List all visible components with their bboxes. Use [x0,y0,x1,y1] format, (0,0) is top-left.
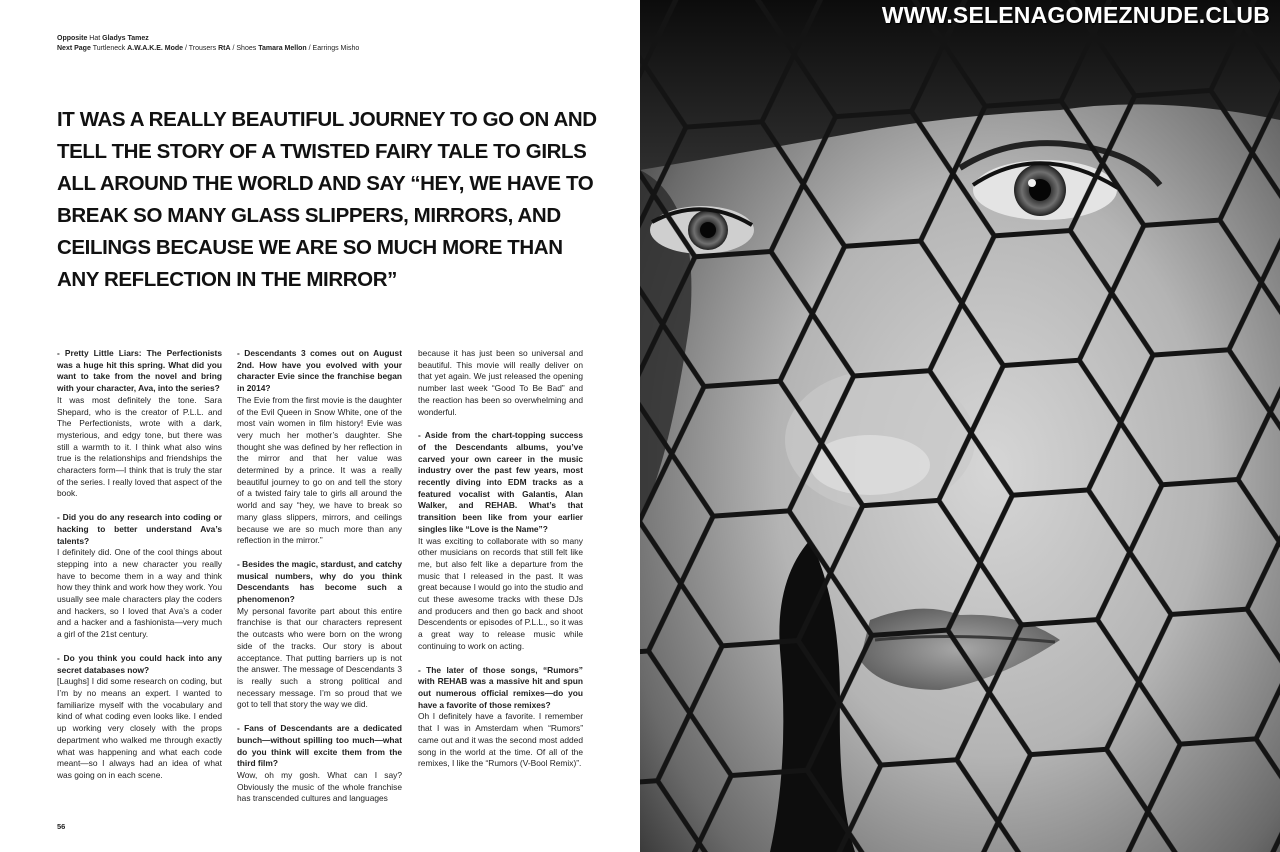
credits-text: / Trousers [185,45,217,52]
answer: I definitely did. One of the cool things about stepping into a new character you really have to become them in a way and think how they think and work how they work. You usually see male characters play the coders and hackers, so I loved that Ava’s a coder and a hacker and a fashionista—very much a girl of the 21st century. [57,547,222,640]
article-column-3 [418,348,583,782]
credits-text: Turtleneck [92,45,126,52]
question: - Do you think you could hack into any secret databases now? [57,652,222,675]
credits-label-next-page: Next Page [57,45,91,52]
qa-block [237,559,402,711]
answer: It was exciting to collaborate with so many other musicians on records that still felt like me, but also felt like a departure from the music that I released in the past. It was great because I would go into the studio and cut these awesome tracks with these DJs and producers and then go back and shoot Descendents or episodes of P.L.L., so it was a great way to release music while continuing to work on acting. [418,535,583,651]
credits-brand: Gladys Tamez [102,35,149,42]
credits-line-2 [57,44,359,54]
answer: [Laughs] I did some research on coding, but I’m by no means an expert. I wanted to familiarize myself with the vocabulary and kind of what coding even looks like. I ended up working very closely with the props department who walked me through exactly what was happening and what each code meant—so I always had an idea of what was going on in each scene. [57,676,222,780]
question: - Besides the magic, stardust, and catchy musical numbers, why do you think Descendants has become such a phenomenon? [237,558,402,605]
qa-block [418,665,583,770]
credits-brand: Tamara Mellon [258,45,307,52]
credits-text: Hat [89,35,101,42]
watermark: WWW.SELENAGOMEZNUDE.CLUB [881,2,1270,28]
answer: My personal favorite part about this entire franchise is that our characters represent the outcasts who were born on the wrong side of the tracks. Our story is about acceptance. That putting barriers up is not the answer. The message of Descendants 3 is really such a strong political and necessary message. I’m so proud that we got to tell that story the way we did. [237,605,402,710]
credits-brand: RtA [218,45,231,52]
portrait-image [640,0,1280,852]
qa-block [57,348,222,500]
credits-text: / Earrings Misho [308,45,360,52]
page-number: 56 [57,822,66,831]
article-column-2 [237,348,402,817]
qa-block [57,653,222,782]
qa-block [418,348,583,418]
question: - The later of those songs, “Rumors” with REHAB was a massive hit and spun out numerous official remixes—do you have a favorite of those remixes? [418,664,583,710]
question: - Did you do any research into coding or hacking to better understand Ava’s talents? [57,512,222,546]
answer: Oh I definitely have a favorite. I remember that I was in Amsterdam when “Rumors” came out and it was the second most added song in the world at the time. Of all of the remixes, I like the “Rumors (V-Bool Remix)”. [418,711,583,769]
answer-continued: because it has just been so universal and beautiful. This movie will really deliver on that yet again. We just released the opening number last week “Good To Be Bad” and the reaction has been so overwhelming and wonderful. [418,348,583,417]
article-column-1 [57,348,222,794]
credits-line-1 [57,34,359,44]
answer: Wow, oh my gosh. What can I say? Obviously the music of the whole franchise has transcended cultures and languages [237,769,402,804]
fashion-credits [57,34,359,54]
qa-block [237,723,402,805]
qa-block [57,512,222,641]
question: - Fans of Descendants are a dedicated bunch—without spilling too much—what do you think will excite them from the third film? [237,723,402,769]
credits-label-opposite: Opposite [57,35,88,42]
credits-brand: A.W.A.K.E. Mode [127,45,184,52]
question: - Pretty Little Liars: The Perfectionists was a huge hit this spring. What did you want to take from the novel and bring with your character, Ava, into the series? [57,348,222,394]
question: - Descendants 3 comes out on August 2nd. How have you evolved with your character Evie since the franchise began in 2014? [237,348,402,394]
answer: It was most definitely the tone. Sara Shepard, who is the creator of P.L.L. and The Perfectionists, wrote with a dark, mysterious, and edgy tone, but there was still a warmth to it. I think what also wins true is the relationships and friendships the characters form—I think that is truly the star of the series. I really loved that aspect of the book. [57,394,222,499]
hexagonal-net-veil [640,0,1280,852]
credits-text: / Shoes [232,45,257,52]
qa-block [237,348,402,547]
qa-block [418,430,583,652]
pull-quote: IT WAS A REALLY BEAUTIFUL JOURNEY TO GO ON AND TELL THE STORY OF A TWISTED FAIRY TALE TO GIRLS ALL AROUND THE WORLD AND SAY “HEY, WE HAVE TO BREAK SO MANY GLASS SLIPPERS, MIRRORS, AND CEILINGS BECAUSE WE ARE SO MUCH MORE THAN ANY REFLECTION IN THE MIRROR” [57,108,597,291]
answer: The Evie from the first movie is the daughter of the Evil Queen in Snow White, one of the most vain women in film history! Evie was very much her mother’s daughter. She thought she was defined by her reflection in the mirror and that her value was determined by a prince. It was a really beautiful journey to go on and tell the story of a twisted fairy tale to girls all around the world and say “hey, we have to break so many glass slippers, mirrors, and ceilings because we are so much more than any reflection in the mirror.” [237,394,402,546]
question: - Aside from the chart-topping success of the Descendants albums, you’ve carved your own career in the music industry over the past few years, most recently diving into EDM tracks as a featured vocalist with Galantis, Alan Walker, and REHAB. What’s that transition been like from your earlier singles like “Love is the Name”? [418,430,583,534]
portrait-photo [640,0,1280,852]
